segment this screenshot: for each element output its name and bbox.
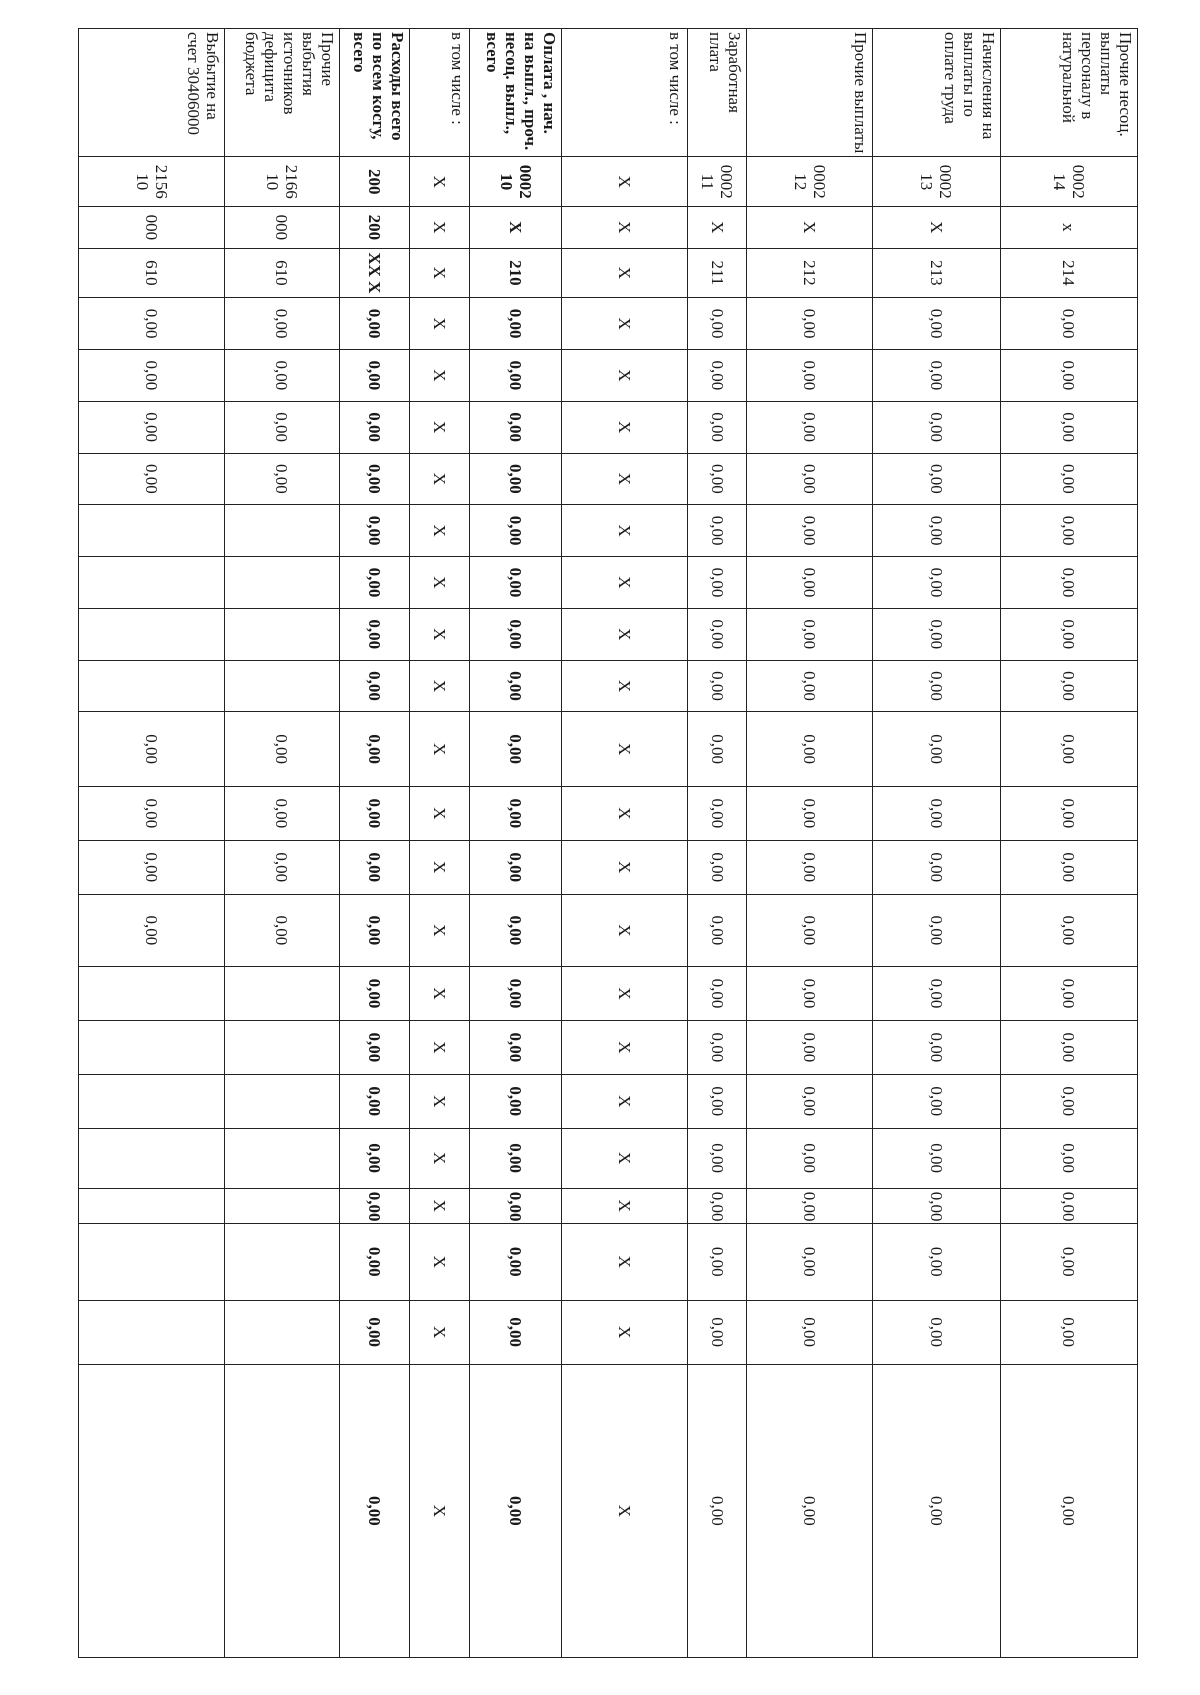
- value-cell: 0,00: [1000, 298, 1137, 350]
- value-cell: 0,00: [469, 557, 562, 609]
- value-cell: X: [562, 1223, 688, 1300]
- value-cell: X: [410, 894, 469, 966]
- value-cell: 0,00: [1000, 608, 1137, 660]
- value-cell: 0,00: [339, 1223, 410, 1300]
- value-cell: X: [410, 712, 469, 787]
- value-cell: 0,00: [872, 1188, 1000, 1223]
- value-cell: 0,00: [469, 1020, 562, 1074]
- value-cell: 0,00: [1000, 350, 1137, 402]
- value-cell: [79, 1300, 225, 1364]
- value-cell: 0,00: [339, 350, 410, 402]
- row-label: Прочие несоц. выплаты персоналу в натуральной: [1000, 29, 1137, 157]
- value-cell: [79, 557, 225, 609]
- value-cell: X: [410, 967, 469, 1021]
- value-cell: 0,00: [747, 298, 873, 350]
- value-cell: 0,00: [687, 967, 746, 1021]
- value-cell: X: [562, 1364, 688, 1657]
- value-cell: 0,00: [687, 894, 746, 966]
- value-cell: [225, 1364, 339, 1657]
- value-cell: 0,00: [225, 453, 339, 505]
- value-cell: 0,00: [79, 298, 225, 350]
- value-cell: [79, 1364, 225, 1657]
- value-cell: 0,00: [687, 1188, 746, 1223]
- value-cell: 0,00: [469, 401, 562, 453]
- row-col1: X: [872, 207, 1000, 248]
- row-col2: XX X: [339, 248, 410, 298]
- value-cell: [79, 505, 225, 557]
- value-cell: 0,00: [747, 557, 873, 609]
- value-cell: 0,00: [79, 786, 225, 840]
- value-cell: 0,00: [747, 894, 873, 966]
- value-cell: X: [562, 1300, 688, 1364]
- value-cell: 0,00: [747, 786, 873, 840]
- value-cell: 0,00: [687, 1074, 746, 1128]
- value-cell: 0,00: [872, 453, 1000, 505]
- value-cell: X: [562, 894, 688, 966]
- table-row: [747, 29, 873, 1658]
- value-cell: 0,00: [339, 557, 410, 609]
- row-col1: X: [410, 207, 469, 248]
- value-cell: 0,00: [225, 298, 339, 350]
- row-col2: 214: [1000, 248, 1137, 298]
- value-cell: 0,00: [872, 401, 1000, 453]
- row-label: Прочие выплаты: [747, 29, 873, 157]
- value-cell: 0,00: [1000, 840, 1137, 894]
- value-cell: 0,00: [225, 350, 339, 402]
- value-cell: 0,00: [1000, 712, 1137, 787]
- value-cell: X: [562, 1074, 688, 1128]
- value-cell: 0,00: [339, 1074, 410, 1128]
- row-col2: 210: [469, 248, 562, 298]
- value-cell: X: [410, 1128, 469, 1188]
- value-cell: 0,00: [225, 840, 339, 894]
- value-cell: 0,00: [747, 967, 873, 1021]
- value-cell: 0,00: [469, 660, 562, 712]
- value-cell: X: [562, 1188, 688, 1223]
- value-cell: X: [562, 840, 688, 894]
- value-cell: 0,00: [339, 1300, 410, 1364]
- table-row: [469, 29, 562, 1658]
- value-cell: 0,00: [687, 453, 746, 505]
- value-cell: 0,00: [872, 894, 1000, 966]
- value-cell: X: [410, 1364, 469, 1657]
- value-cell: 0,00: [339, 608, 410, 660]
- row-col1: X: [747, 207, 873, 248]
- value-cell: [79, 1020, 225, 1074]
- value-cell: 0,00: [747, 1074, 873, 1128]
- value-cell: 0,00: [1000, 1020, 1137, 1074]
- value-cell: X: [410, 505, 469, 557]
- value-cell: X: [410, 350, 469, 402]
- value-cell: 0,00: [339, 840, 410, 894]
- value-cell: 0,00: [872, 712, 1000, 787]
- table-row: [562, 29, 688, 1658]
- value-cell: 0,00: [79, 712, 225, 787]
- row-label: Выбытие на счет 30406000: [79, 29, 225, 157]
- value-cell: X: [562, 557, 688, 609]
- value-cell: 0,00: [79, 401, 225, 453]
- value-cell: [225, 1188, 339, 1223]
- value-cell: 0,00: [687, 786, 746, 840]
- value-cell: 0,00: [469, 608, 562, 660]
- value-cell: 0,00: [469, 453, 562, 505]
- value-cell: 0,00: [872, 608, 1000, 660]
- table-row: [339, 29, 410, 1658]
- value-cell: 0,00: [469, 712, 562, 787]
- row-col2: 212: [747, 248, 873, 298]
- value-cell: 0,00: [747, 453, 873, 505]
- value-cell: 0,00: [339, 1020, 410, 1074]
- value-cell: 0,00: [469, 1188, 562, 1223]
- value-cell: [225, 1074, 339, 1128]
- value-cell: 0,00: [1000, 505, 1137, 557]
- value-cell: 0,00: [339, 401, 410, 453]
- table-row: [410, 29, 469, 1658]
- value-cell: 0,00: [339, 967, 410, 1021]
- value-cell: 0,00: [225, 894, 339, 966]
- value-cell: 0,00: [687, 1128, 746, 1188]
- value-cell: [79, 1223, 225, 1300]
- value-cell: 0,00: [687, 712, 746, 787]
- value-cell: 0,00: [747, 1364, 873, 1657]
- budget-table: [78, 28, 1138, 1658]
- value-cell: 0,00: [747, 1300, 873, 1364]
- value-cell: 0,00: [687, 840, 746, 894]
- value-cell: [225, 1128, 339, 1188]
- value-cell: [225, 1020, 339, 1074]
- value-cell: 0,00: [1000, 786, 1137, 840]
- value-cell: 0,00: [747, 401, 873, 453]
- value-cell: 0,00: [1000, 401, 1137, 453]
- value-cell: 0,00: [1000, 1364, 1137, 1657]
- value-cell: 0,00: [225, 401, 339, 453]
- value-cell: X: [562, 1020, 688, 1074]
- value-cell: 0,00: [339, 712, 410, 787]
- value-cell: 0,00: [687, 1223, 746, 1300]
- value-cell: X: [562, 1128, 688, 1188]
- row-code: 0002 14: [1000, 157, 1137, 207]
- value-cell: 0,00: [872, 967, 1000, 1021]
- value-cell: [225, 1223, 339, 1300]
- row-label: Расходы всего по всем косгу, всего: [339, 29, 410, 157]
- row-code: 0002 13: [872, 157, 1000, 207]
- value-cell: X: [410, 1188, 469, 1223]
- row-col2: X: [562, 248, 688, 298]
- value-cell: 0,00: [747, 1188, 873, 1223]
- value-cell: 0,00: [872, 505, 1000, 557]
- row-col1: X: [562, 207, 688, 248]
- value-cell: [79, 660, 225, 712]
- value-cell: [225, 608, 339, 660]
- table-row: [225, 29, 339, 1658]
- value-cell: 0,00: [339, 786, 410, 840]
- value-cell: X: [410, 557, 469, 609]
- value-cell: X: [562, 786, 688, 840]
- value-cell: 0,00: [687, 1364, 746, 1657]
- value-cell: X: [562, 453, 688, 505]
- value-cell: X: [410, 1020, 469, 1074]
- row-col1: X: [469, 207, 562, 248]
- value-cell: [79, 1188, 225, 1223]
- value-cell: 0,00: [872, 1128, 1000, 1188]
- value-cell: 0,00: [339, 1128, 410, 1188]
- value-cell: X: [562, 350, 688, 402]
- value-cell: 0,00: [339, 660, 410, 712]
- value-cell: 0,00: [872, 786, 1000, 840]
- value-cell: 0,00: [79, 453, 225, 505]
- value-cell: X: [410, 840, 469, 894]
- value-cell: 0,00: [339, 1364, 410, 1657]
- value-cell: 0,00: [687, 505, 746, 557]
- row-label: Начисления на выплаты по оплате труда: [872, 29, 1000, 157]
- row-code: X: [410, 157, 469, 207]
- value-cell: X: [410, 786, 469, 840]
- value-cell: 0,00: [469, 1128, 562, 1188]
- value-cell: 0,00: [469, 1364, 562, 1657]
- value-cell: 0,00: [469, 1074, 562, 1128]
- value-cell: 0,00: [339, 1188, 410, 1223]
- value-cell: 0,00: [339, 505, 410, 557]
- row-code: 2156 10: [79, 157, 225, 207]
- row-code: 0002 11: [687, 157, 746, 207]
- value-cell: 0,00: [469, 967, 562, 1021]
- row-col2: X: [410, 248, 469, 298]
- value-cell: 0,00: [747, 712, 873, 787]
- value-cell: X: [562, 967, 688, 1021]
- value-cell: [225, 1300, 339, 1364]
- value-cell: X: [562, 712, 688, 787]
- table-row: [1000, 29, 1137, 1658]
- value-cell: 0,00: [1000, 1223, 1137, 1300]
- row-label: в том числе :: [410, 29, 469, 157]
- value-cell: X: [410, 660, 469, 712]
- value-cell: 0,00: [747, 350, 873, 402]
- value-cell: 0,00: [225, 712, 339, 787]
- row-code: 200: [339, 157, 410, 207]
- row-code: X: [562, 157, 688, 207]
- value-cell: X: [410, 1074, 469, 1128]
- table-row: [872, 29, 1000, 1658]
- value-cell: 0,00: [872, 298, 1000, 350]
- value-cell: 0,00: [687, 298, 746, 350]
- value-cell: 0,00: [339, 453, 410, 505]
- value-cell: 0,00: [872, 350, 1000, 402]
- value-cell: 0,00: [469, 298, 562, 350]
- value-cell: X: [410, 1223, 469, 1300]
- value-cell: 0,00: [747, 608, 873, 660]
- table-row: [687, 29, 746, 1658]
- value-cell: 0,00: [1000, 557, 1137, 609]
- value-cell: X: [562, 505, 688, 557]
- value-cell: [225, 660, 339, 712]
- value-cell: 0,00: [747, 1223, 873, 1300]
- value-cell: 0,00: [469, 1223, 562, 1300]
- value-cell: 0,00: [747, 1020, 873, 1074]
- value-cell: 0,00: [79, 350, 225, 402]
- value-cell: 0,00: [872, 660, 1000, 712]
- value-cell: 0,00: [872, 1020, 1000, 1074]
- value-cell: 0,00: [687, 557, 746, 609]
- value-cell: X: [562, 298, 688, 350]
- table-row: [79, 29, 225, 1658]
- row-code: 0002 12: [747, 157, 873, 207]
- value-cell: X: [562, 608, 688, 660]
- value-cell: 0,00: [687, 1020, 746, 1074]
- value-cell: X: [410, 453, 469, 505]
- row-col2: 211: [687, 248, 746, 298]
- value-cell: 0,00: [1000, 1128, 1137, 1188]
- value-cell: 0,00: [872, 1223, 1000, 1300]
- row-col2: 213: [872, 248, 1000, 298]
- value-cell: 0,00: [687, 608, 746, 660]
- value-cell: [79, 608, 225, 660]
- row-col2: 610: [79, 248, 225, 298]
- row-label: Заработная плата: [687, 29, 746, 157]
- value-cell: 0,00: [469, 894, 562, 966]
- value-cell: 0,00: [339, 298, 410, 350]
- value-cell: 0,00: [872, 1300, 1000, 1364]
- row-col1: x: [1000, 207, 1137, 248]
- value-cell: 0,00: [79, 840, 225, 894]
- value-cell: X: [410, 608, 469, 660]
- value-cell: 0,00: [1000, 660, 1137, 712]
- value-cell: 0,00: [225, 786, 339, 840]
- value-cell: 0,00: [1000, 1188, 1137, 1223]
- value-cell: 0,00: [469, 840, 562, 894]
- value-cell: 0,00: [687, 660, 746, 712]
- value-cell: X: [562, 401, 688, 453]
- value-cell: [225, 505, 339, 557]
- value-cell: 0,00: [1000, 967, 1137, 1021]
- value-cell: 0,00: [339, 894, 410, 966]
- value-cell: 0,00: [79, 894, 225, 966]
- value-cell: X: [410, 1300, 469, 1364]
- row-code: 0002 10: [469, 157, 562, 207]
- row-col1: 200: [339, 207, 410, 248]
- value-cell: 0,00: [872, 557, 1000, 609]
- value-cell: [79, 1074, 225, 1128]
- row-label: Прочие выбытия источников дефицита бюджета: [225, 29, 339, 157]
- row-col1: 000: [225, 207, 339, 248]
- value-cell: 0,00: [469, 350, 562, 402]
- value-cell: 0,00: [469, 786, 562, 840]
- value-cell: [79, 967, 225, 1021]
- value-cell: 0,00: [747, 505, 873, 557]
- value-cell: 0,00: [747, 1128, 873, 1188]
- value-cell: X: [410, 298, 469, 350]
- value-cell: [79, 1128, 225, 1188]
- value-cell: 0,00: [1000, 1300, 1137, 1364]
- row-col1: 000: [79, 207, 225, 248]
- row-label: в том числе :: [562, 29, 688, 157]
- value-cell: 0,00: [1000, 894, 1137, 966]
- value-cell: 0,00: [872, 1074, 1000, 1128]
- row-code: 2166 10: [225, 157, 339, 207]
- value-cell: X: [410, 401, 469, 453]
- value-cell: 0,00: [1000, 1074, 1137, 1128]
- value-cell: 0,00: [687, 401, 746, 453]
- value-cell: X: [562, 660, 688, 712]
- value-cell: 0,00: [1000, 453, 1137, 505]
- row-col2: 610: [225, 248, 339, 298]
- value-cell: 0,00: [469, 1300, 562, 1364]
- value-cell: 0,00: [872, 1364, 1000, 1657]
- value-cell: [225, 967, 339, 1021]
- value-cell: 0,00: [469, 505, 562, 557]
- row-col1: X: [687, 207, 746, 248]
- value-cell: 0,00: [747, 840, 873, 894]
- value-cell: 0,00: [747, 660, 873, 712]
- value-cell: 0,00: [687, 1300, 746, 1364]
- row-label: Оплата , нач. на выпл., проч. несоц. выпл., всего: [469, 29, 562, 157]
- value-cell: 0,00: [687, 350, 746, 402]
- value-cell: [225, 557, 339, 609]
- value-cell: 0,00: [872, 840, 1000, 894]
